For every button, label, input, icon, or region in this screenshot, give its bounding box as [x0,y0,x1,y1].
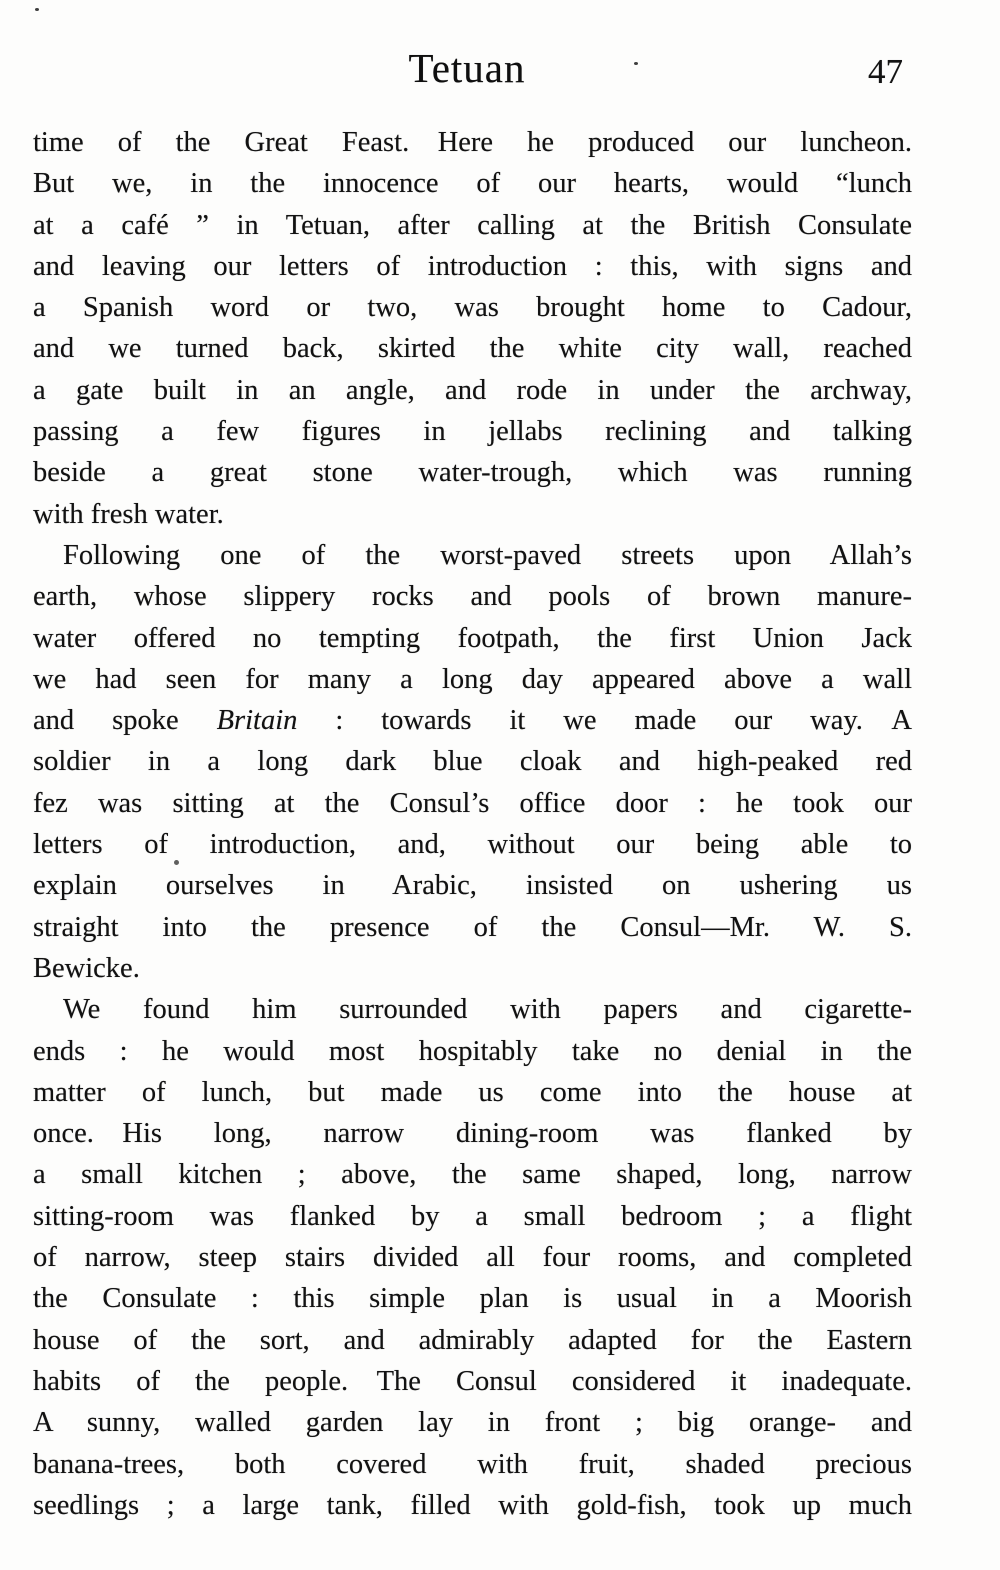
text-line: the Consulate : this simple plan is usual in a Moorish [33,1283,912,1315]
text-line: letters of introduction, and, without our being able to [33,829,912,861]
text-line: ends : he would most hospitably take no denial in the [33,1035,912,1067]
text-line: We found him surrounded with papers and cigarette- [63,994,912,1026]
text-line: at a café ” in Tetuan, after calling at the British Consulate [33,209,912,241]
page-body-text [33,122,912,1526]
text-line: passing a few figures in jellabs reclining and talking [33,416,912,448]
text-line: soldier in a long dark blue cloak and high-peaked red [33,746,912,778]
text-line: of narrow, steep stairs divided all four rooms, and completed [33,1242,912,1274]
text-line: seedlings ; a large tank, filled with gold-fish, took up much [33,1489,912,1521]
text-line: a small kitchen ; above, the same shaped, long, narrow [33,1159,912,1191]
page-number: 47 [868,52,903,91]
paragraph [33,535,912,989]
scan-speck [174,860,179,865]
scan-speck [634,62,638,65]
text-line: explain ourselves in Arabic, insisted on ushering us [33,870,912,902]
text-line: time of the Great Feast. Here he produced our luncheon. [33,127,912,158]
paragraph [33,989,912,1526]
text-line: fez was sitting at the Consul’s office door : he took our [33,787,912,819]
text-line: we had seen for many a long day appeared above a wall [33,663,912,695]
paragraph [33,122,912,535]
italic-word: Britain [216,705,298,737]
text-line: beside a great stone water-trough, which was running [33,457,912,489]
text-run: : towards it we made our way. A [297,705,913,737]
text-line: earth, whose slippery rocks and pools of brown manure- [33,581,912,613]
text-line: and leaving our letters of introduction : this, with signs and [33,250,912,282]
text-line: a Spanish word or two, was brought home to Cadour, [33,292,912,324]
text-line: banana-trees, both covered with fruit, shaded precious [33,1448,912,1480]
text-line: matter of lunch, but made us come into the house at [33,1076,912,1108]
text-run: and spoke [33,705,217,737]
text-line: A sunny, walled garden lay in front ; big orange- and [33,1407,912,1439]
text-line: house of the sort, and admirably adapted for the Eastern [33,1324,912,1356]
text-line: straight into the presence of the Consul—Mr. W. S. [33,911,912,943]
text-line: But we, in the innocence of our hearts, would “lunch [33,168,912,200]
text-line: and we turned back, skirted the white city wall, reached [33,333,912,365]
text-line: sitting-room was flanked by a small bedroom ; a flight [33,1200,912,1232]
running-head-title: Tetuan [408,45,526,91]
text-line: a gate built in an angle, and rode in under the archway, [33,374,912,406]
scan-speck [35,8,39,11]
text-line: with fresh water. [33,498,224,530]
text-line: once. His long, narrow dining-room was flanked by [33,1118,912,1150]
text-line: water offered no tempting footpath, the first Union Jack [33,622,912,654]
text-line: Bewicke. [33,952,140,984]
text-line: Following one of the worst-paved streets upon Allah’s [63,539,912,571]
text-line: habits of the people. The Consul considered it inadequate. [33,1365,912,1397]
text-line [33,700,912,741]
